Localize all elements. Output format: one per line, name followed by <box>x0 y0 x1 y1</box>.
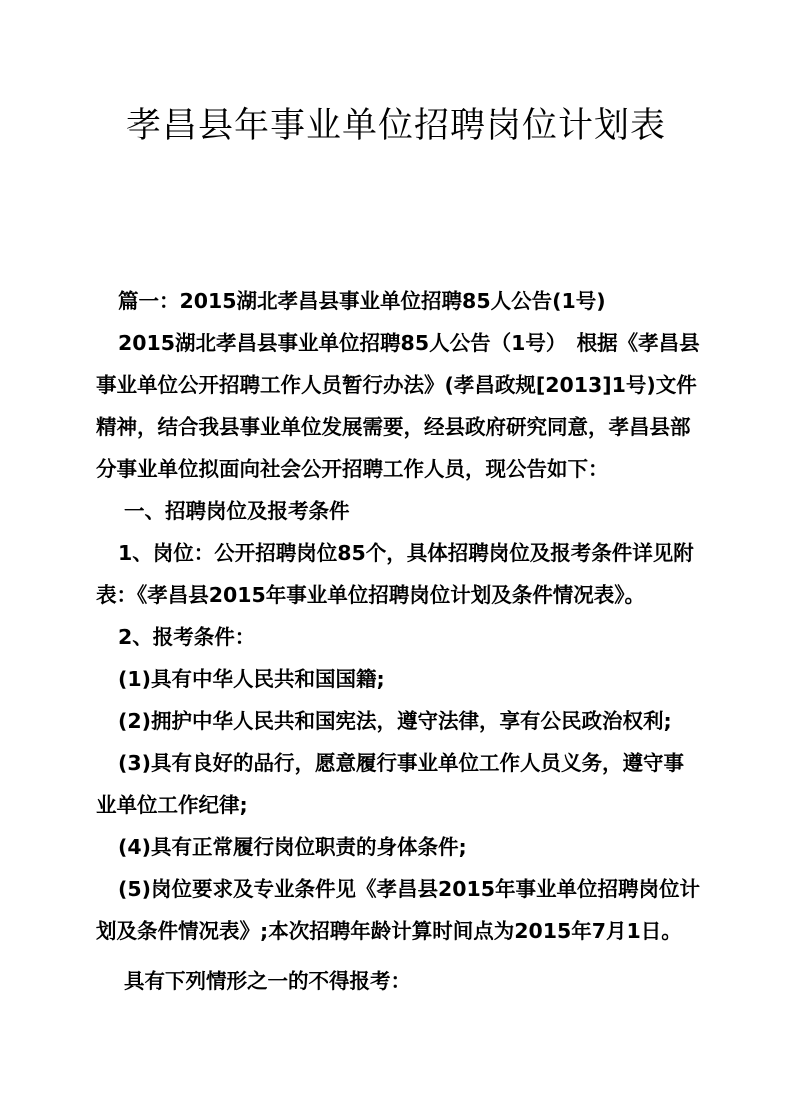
document-title: 孝昌县年事业单位招聘岗位计划表 <box>125 106 666 146</box>
section-heading: 篇一：2015湖北孝昌县事业单位招聘85人公告(1号) <box>118 289 606 313</box>
condition-item-5: (5)岗位要求及专业条件见《孝昌县2015年事业单位招聘岗位计划及条件情况表》;本次招聘年龄计算时间点为2015年7月1日。 <box>96 877 701 943</box>
document-body <box>96 280 702 1002</box>
exclusions-heading: 具有下列情形之一的不得报考： <box>124 969 411 993</box>
condition-item-2: (2)拥护中华人民共和国宪法，遵守法律，享有公民政治权利; <box>118 709 672 733</box>
intro-paragraph: 2015湖北孝昌县事业单位招聘85人公告（1号） 根据《孝昌县事业单位公开招聘工作人员暂行办法》(孝昌政规[2013]1号)文件精神，结合我县事业单位发展需要，经县政府研究同意，孝昌县部分事业单位拟面向社会公开招聘工作人员，现公告如下： <box>96 331 700 481</box>
condition-item-1: (1)具有中华人民共和国国籍; <box>118 667 385 691</box>
subsection-heading: 一、招聘岗位及报考条件 <box>124 499 350 523</box>
condition-item-4: (4)具有正常履行岗位职责的身体条件; <box>118 835 467 859</box>
conditions-heading: 2、报考条件： <box>118 625 256 649</box>
condition-item-3: (3)具有良好的品行，愿意履行事业单位工作人员义务，遵守事业单位工作纪律; <box>96 751 685 817</box>
positions-paragraph: 1、岗位：公开招聘岗位85个，具体招聘岗位及报考条件详见附表：《孝昌县2015年事业单位招聘岗位计划及条件情况表》。 <box>96 541 694 607</box>
